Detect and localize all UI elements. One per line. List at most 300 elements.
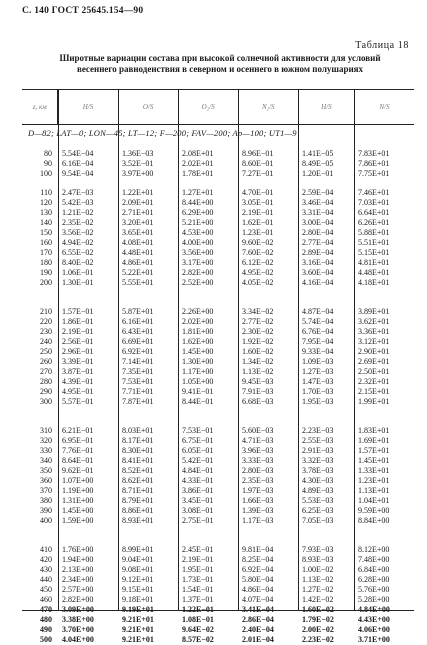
value-cell: 9.64E−02 [182,625,214,634]
value-cell: 1.42E−02 [302,595,334,604]
altitude-cell: 260 [40,357,52,366]
altitude-cell: 240 [40,337,52,346]
value-cell: 2.35E−03 [242,476,274,485]
value-cell: 2.32E+01 [358,377,390,386]
value-cell: 6.76E−04 [302,327,334,336]
value-cell: 3.65E+01 [122,228,154,237]
value-cell: 2.01E−04 [242,635,274,644]
value-cell: 8.99E+01 [122,545,154,554]
value-cell: 1.06E−01 [62,268,94,277]
table-row [22,327,414,337]
altitude-cell: 300 [40,397,52,406]
value-cell: 1.81E+00 [182,327,214,336]
value-cell: 1.21E−02 [62,208,94,217]
value-cell: 5.57E−01 [62,397,94,406]
value-cell: 7.35E+01 [122,367,154,376]
value-cell: 5.28E+00 [358,595,390,604]
value-cell: 3.39E−01 [62,357,94,366]
value-cell: 1.73E−01 [182,575,214,584]
header-col-4: N₂/S [239,90,299,124]
value-cell: 6.05E−01 [182,446,214,455]
value-cell: 9.08E+01 [122,565,154,574]
value-cell: 5.88E+01 [358,228,390,237]
value-cell: 6.95E−01 [62,436,94,445]
table-row [22,268,414,278]
value-cell: 4.00E+00 [182,238,214,247]
value-cell: 5.54E−04 [62,149,94,158]
table-row [22,397,414,407]
value-cell: 1.76E+00 [62,545,94,554]
altitude-cell: 380 [40,496,52,505]
value-cell: 1.97E−03 [242,486,274,495]
value-cell: 2.80E−03 [242,466,274,475]
table-row [22,625,414,635]
value-cell: 1.47E−03 [302,377,334,386]
table-row [22,317,414,327]
table-row [22,565,414,575]
table-row [22,337,414,347]
value-cell: 4.53E+00 [182,228,214,237]
value-cell: 4.71E−03 [242,436,274,445]
value-cell: 1.19E+00 [62,486,94,495]
value-cell: 2.15E+01 [358,387,390,396]
value-cell: 6.55E−02 [62,248,94,257]
value-cell: 2.08E+01 [182,149,214,158]
value-cell: 8.93E+01 [122,516,154,525]
value-cell: 6.16E+01 [122,317,154,326]
value-cell: 1.17E−03 [242,516,274,525]
table-row [22,615,414,625]
table-row [22,278,414,288]
value-cell: 1.00E−02 [302,565,334,574]
value-cell: 1.07E+00 [62,476,94,485]
value-cell: 8.86E+01 [122,506,154,515]
value-cell: 1.57E−01 [62,307,94,316]
table-row [22,555,414,565]
value-cell: 3.87E−01 [62,367,94,376]
value-cell: 7.46E+01 [358,188,390,197]
table-row [22,258,414,268]
value-cell: 9.41E−01 [182,387,214,396]
value-cell: 4.48E+01 [358,268,390,277]
table-row [22,357,414,367]
value-cell: 2.19E−01 [242,208,274,217]
altitude-cell: 220 [40,317,52,326]
table-row [22,188,414,198]
value-cell: 7.60E−02 [242,248,274,257]
value-cell: 8.71E+01 [122,486,154,495]
value-cell: 6.68E−03 [242,397,274,406]
value-cell: 2.02E+01 [182,159,214,168]
altitude-cell: 170 [40,248,52,257]
value-cell: 6.29E+00 [182,208,214,217]
value-cell: 4.05E−02 [242,278,274,287]
value-cell: 2.69E+01 [358,357,390,366]
value-cell: 7.14E+01 [122,357,154,366]
table-row [22,159,414,169]
value-cell: 7.53E+01 [122,377,154,386]
header-altitude: z, км [22,90,58,124]
table-row [22,506,414,516]
table-row [22,208,414,218]
value-cell: 2.40E−04 [242,625,274,634]
value-cell: 8.57E−02 [182,635,214,644]
table-row [22,466,414,476]
value-cell: 8.25E−04 [242,555,274,564]
value-cell: 1.69E+01 [358,436,390,445]
value-cell: 1.36E−03 [122,149,154,158]
altitude-cell: 280 [40,377,52,386]
value-cell: 7.86E+01 [358,159,390,168]
table-row [22,436,414,446]
altitude-cell: 450 [40,585,52,594]
value-cell: 1.34E−02 [242,357,274,366]
value-cell: 6.92E−04 [242,565,274,574]
table-row [22,496,414,506]
altitude-cell: 340 [40,456,52,465]
table-row [22,307,414,317]
value-cell: 3.09E+00 [62,605,94,614]
altitude-cell: 360 [40,476,52,485]
row-group [22,149,414,179]
altitude-cell: 80 [44,149,52,158]
value-cell: 1.60E−02 [302,605,334,614]
value-cell: 2.47E−03 [62,188,94,197]
value-cell: 2.89E−04 [302,248,334,257]
value-cell: 3.32E−03 [302,456,334,465]
value-cell: 8.30E+01 [122,446,154,455]
altitude-cell: 230 [40,327,52,336]
value-cell: 8.44E+00 [182,198,214,207]
table-row [22,426,414,436]
table-row [22,238,414,248]
value-cell: 1.62E+00 [182,337,214,346]
altitude-cell: 440 [40,575,52,584]
value-cell: 3.52E−01 [122,159,154,168]
value-cell: 7.76E−01 [62,446,94,455]
value-cell: 7.83E+01 [358,149,390,158]
value-cell: 1.31E+00 [62,496,94,505]
altitude-cell: 180 [40,258,52,267]
value-cell: 6.25E−03 [302,506,334,515]
value-cell: 8.17E+01 [122,436,154,445]
value-cell: 6.64E+01 [358,208,390,217]
value-cell: 1.45E+00 [182,347,214,356]
altitude-cell: 120 [40,198,52,207]
value-cell: 2.55E−03 [302,436,334,445]
value-cell: 3.33E−03 [242,456,274,465]
value-cell: 5.51E+01 [358,238,390,247]
value-cell: 1.41E−05 [302,149,334,158]
value-cell: 2.19E−01 [62,327,94,336]
value-cell: 8.84E+00 [358,516,390,525]
table-row [22,248,414,258]
value-cell: 2.80E−04 [302,228,334,237]
table-row [22,476,414,486]
value-cell: 3.62E+01 [358,317,390,326]
value-cell: 8.79E+01 [122,496,154,505]
value-cell: 8.93E−03 [302,555,334,564]
value-cell: 1.83E+01 [358,426,390,435]
altitude-cell: 330 [40,446,52,455]
value-cell: 9.60E−02 [242,238,274,247]
table-row [22,149,414,159]
value-cell: 7.53E−01 [182,426,214,435]
altitude-cell: 90 [44,159,52,168]
value-cell: 1.45E+01 [358,456,390,465]
value-cell: 2.00E−02 [302,625,334,634]
value-cell: 3.70E+00 [62,625,94,634]
value-cell: 1.62E−01 [242,218,274,227]
value-cell: 1.95E−01 [182,565,214,574]
table-row [22,347,414,357]
altitude-cell: 310 [40,426,52,435]
value-cell: 4.87E−04 [302,307,334,316]
value-cell: 1.13E−02 [242,367,274,376]
value-cell: 1.09E−03 [302,357,334,366]
table-caption [30,53,410,75]
value-cell: 2.75E−01 [182,516,214,525]
value-cell: 6.92E+01 [122,347,154,356]
data-table [22,142,414,644]
row-group [22,426,414,526]
table-row [22,377,414,387]
value-cell: 1.39E−03 [242,506,274,515]
value-cell: 1.08E−01 [182,615,214,624]
value-cell: 3.31E−04 [302,208,334,217]
value-cell: 5.60E−03 [242,426,274,435]
value-cell: 3.56E+00 [182,248,214,257]
value-cell: 6.21E−01 [62,426,94,435]
value-cell: 5.74E−04 [302,317,334,326]
value-cell: 3.46E−04 [302,198,334,207]
altitude-cell: 290 [40,387,52,396]
value-cell: 5.87E+01 [122,307,154,316]
value-cell: 7.93E−03 [302,545,334,554]
value-cell: 2.26E+00 [182,307,214,316]
altitude-cell: 100 [40,169,52,178]
value-cell: 2.02E+00 [182,317,214,326]
table-row [22,218,414,228]
table-number: Таблица 18 [355,40,409,51]
value-cell: 7.75E+01 [358,169,390,178]
value-cell: 3.05E−01 [242,198,274,207]
value-cell: 8.62E+01 [122,476,154,485]
value-cell: 6.43E+01 [122,327,154,336]
altitude-cell: 460 [40,595,52,604]
altitude-cell: 270 [40,367,52,376]
altitude-cell: 210 [40,307,52,316]
table-row [22,605,414,615]
table-row [22,367,414,377]
value-cell: 4.81E+01 [358,258,390,267]
value-cell: 3.89E+01 [358,307,390,316]
value-cell: 2.35E−02 [62,218,94,227]
altitude-cell: 320 [40,436,52,445]
value-cell: 4.39E−01 [62,377,94,386]
value-cell: 1.45E+00 [62,506,94,515]
value-cell: 8.12E+00 [358,545,390,554]
value-cell: 9.59E+00 [358,506,390,515]
value-cell: 4.33E−01 [182,476,214,485]
value-cell: 6.16E−04 [62,159,94,168]
value-cell: 1.05E+00 [182,377,214,386]
value-cell: 8.96E−01 [242,149,274,158]
value-cell: 5.15E+01 [358,248,390,257]
altitude-cell: 390 [40,506,52,515]
value-cell: 2.91E−03 [302,446,334,455]
altitude-cell: 370 [40,486,52,495]
value-cell: 5.80E−04 [242,575,274,584]
altitude-cell: 470 [40,605,52,614]
value-cell: 2.96E−01 [62,347,94,356]
value-cell: 4.08E+01 [122,238,154,247]
value-cell: 6.12E−02 [242,258,274,267]
value-cell: 9.18E+01 [122,595,154,604]
value-cell: 2.82E+00 [182,268,214,277]
value-cell: 2.50E+01 [358,367,390,376]
altitude-cell: 130 [40,208,52,217]
altitude-cell: 400 [40,516,52,525]
value-cell: 9.12E+01 [122,575,154,584]
value-cell: 1.13E−02 [302,575,334,584]
value-cell: 1.27E−03 [302,367,334,376]
altitude-cell: 150 [40,228,52,237]
value-cell: 7.48E+00 [358,555,390,564]
value-cell: 4.48E+01 [122,248,154,257]
value-cell: 3.12E+01 [358,337,390,346]
altitude-cell: 160 [40,238,52,247]
header-col-2: O/S [119,90,179,124]
row-group [22,188,414,288]
value-cell: 5.76E+00 [358,585,390,594]
header-col-6: N/S [379,103,390,111]
table-row [22,198,414,208]
table-row [22,456,414,466]
value-cell: 2.57E+00 [62,585,94,594]
table-row [22,545,414,555]
column-header-row [22,89,414,125]
value-cell: 5.21E+00 [182,218,214,227]
table-row [22,635,414,645]
value-cell: 2.23E−02 [302,635,334,644]
value-cell: 2.13E+00 [62,565,94,574]
value-cell: 1.22E−01 [182,605,214,614]
value-cell: 4.06E+00 [358,625,390,634]
table-row [22,169,414,179]
table-row [22,595,414,605]
table-row [22,585,414,595]
value-cell: 2.71E+01 [122,208,154,217]
value-cell: 1.23E+01 [358,476,390,485]
page-header: С. 140 ГОСТ 25645.154—90 [22,6,144,16]
value-cell: 3.71E+00 [358,635,390,644]
altitude-cell: 420 [40,555,52,564]
table-row [22,486,414,496]
header-col-3: O₂/S [179,90,239,124]
value-cell: 2.34E+00 [62,575,94,584]
value-cell: 5.55E+01 [122,278,154,287]
value-cell: 1.33E+01 [358,466,390,475]
value-cell: 8.49E−05 [302,159,334,168]
header-col-5: H/S [299,90,355,124]
value-cell: 3.97E+00 [122,169,154,178]
value-cell: 6.26E+01 [358,218,390,227]
value-cell: 1.86E−01 [62,317,94,326]
value-cell: 1.99E+01 [358,397,390,406]
value-cell: 3.08E−01 [182,506,214,515]
value-cell: 4.89E−03 [302,486,334,495]
table-row [22,575,414,585]
value-cell: 1.79E−02 [302,615,334,624]
value-cell: 4.18E+01 [358,278,390,287]
value-cell: 1.22E+01 [122,188,154,197]
value-cell: 4.70E−01 [242,188,274,197]
table-row [22,446,414,456]
value-cell: 9.62E−01 [62,466,94,475]
value-cell: 2.09E+01 [122,198,154,207]
value-cell: 3.36E+01 [358,327,390,336]
table-row [22,228,414,238]
value-cell: 9.33E−04 [302,347,334,356]
value-cell: 4.84E−01 [182,466,214,475]
value-cell: 7.87E+01 [122,397,154,406]
value-cell: 3.96E−03 [242,446,274,455]
value-cell: 1.92E−02 [242,337,274,346]
value-cell: 7.27E−01 [242,169,274,178]
value-cell: 8.52E+01 [122,466,154,475]
value-cell: 5.53E−03 [302,496,334,505]
value-cell: 4.86E−04 [242,585,274,594]
caption-line-2: весеннего равноденствия в северном и осеннего в южном полушариях [76,64,364,74]
value-cell: 1.94E+00 [62,555,94,564]
value-cell: 7.03E+01 [358,198,390,207]
value-cell: 2.30E−02 [242,327,274,336]
value-cell: 6.28E+00 [358,575,390,584]
value-cell: 5.42E−01 [182,456,214,465]
value-cell: 1.70E−03 [302,387,334,396]
value-cell: 1.27E−02 [302,585,334,594]
value-cell: 3.56E−02 [62,228,94,237]
value-cell: 1.95E−03 [302,397,334,406]
value-cell: 1.37E−01 [182,595,214,604]
value-cell: 3.20E+01 [122,218,154,227]
caption-line-1: Широтные вариации состава при высокой солнечной активности для условий [59,53,381,63]
value-cell: 4.07E−04 [242,595,274,604]
value-cell: 1.66E−03 [242,496,274,505]
value-cell: 1.30E−01 [62,278,94,287]
value-cell: 3.78E−03 [302,466,334,475]
value-cell: 6.84E+00 [358,565,390,574]
value-cell: 8.03E+01 [122,426,154,435]
value-cell: 2.23E−03 [302,426,334,435]
altitude-cell: 110 [40,188,52,197]
value-cell: 2.90E+01 [358,347,390,356]
altitude-cell: 200 [40,278,52,287]
value-cell: 4.95E−01 [62,387,94,396]
value-cell: 2.82E+00 [62,595,94,604]
value-cell: 1.57E+01 [358,446,390,455]
value-cell: 1.60E−02 [242,347,274,356]
altitude-cell: 190 [40,268,52,277]
value-cell: 2.52E+00 [182,278,214,287]
value-cell: 4.04E+00 [62,635,94,644]
value-cell: 2.59E−04 [302,188,334,197]
value-cell: 3.60E−04 [302,268,334,277]
value-cell: 1.04E+01 [358,496,390,505]
altitude-cell: 410 [40,545,52,554]
table-row [22,516,414,526]
